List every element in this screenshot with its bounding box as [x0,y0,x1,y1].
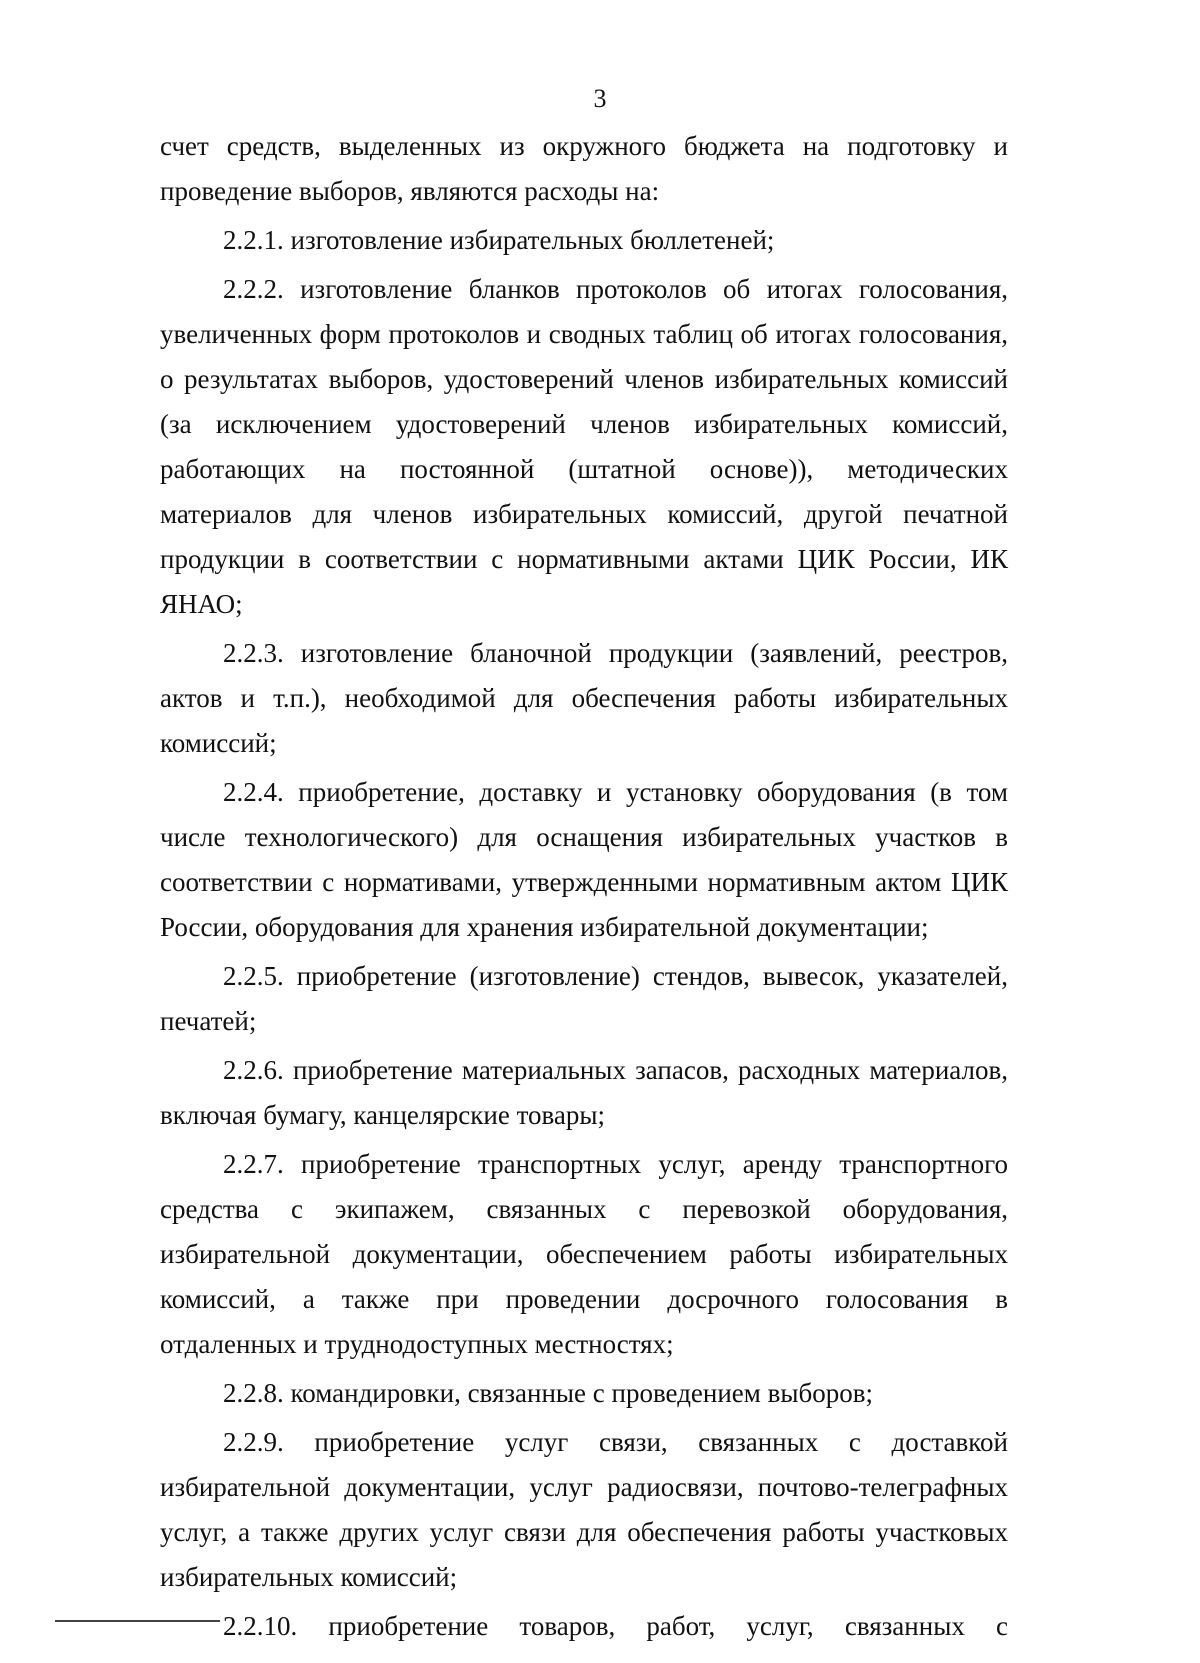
paragraph-2-2-8: 2.2.8. командировки, связанные с проведением выборов; [223,1378,874,1408]
paragraph-2-2-5: 2.2.5. приобретение (изготовление) стендов, вывесок, указателей, печатей; [160,961,1008,1036]
footnote-separator-line [55,1620,220,1622]
paragraph-2-2-3: 2.2.3. изготовление бланочной продукции (заявлений, реестров, актов и т.п.), необходимой для обеспечения работы избирательных комиссий; [160,638,1008,758]
paragraph-2-2-6: 2.2.6. приобретение материальных запасов, расходных материалов, включая бумагу, канцелярские товары; [160,1055,1008,1130]
paragraph-2-2-1: 2.2.1. изготовление избирательных бюллетеней; [223,225,775,255]
paragraph-2-2-4: 2.2.4. приобретение, доставку и установку оборудования (в том числе технологического) для оснащения избирательных участков в соответствии с нормативами, утвержденными нормативным актом ЦИК России, оборудования для хранения избирательной документации; [160,777,1008,942]
paragraph-intro: счет средств, выделенных из окружного бюджета на подготовку и проведение выборов, являются расходы на: [160,131,1008,206]
paragraph-2-2-9: 2.2.9. приобретение услуг связи, связанных с доставкой избирательной документации, услуг радиосвязи, почтово-телеграфных услуг, а также других услуг связи для обеспечения работы участковых избирательных комиссий; [160,1427,1008,1592]
paragraph-2-2-2: 2.2.2. изготовление бланков протоколов об итогах голосования, увеличенных форм протоколов и сводных таблиц об итогах голосования, о результатах выборов, удостоверений членов избирательных комиссий (за исключением удостоверений членов избирательных комиссий, работающих на постоянной (штатной основе)), методических материалов для членов избирательных комиссий, другой печатной продукции в соответствии с нормативными актами ЦИК России, ИК ЯНАО; [160,274,1008,619]
page-number: 3 [593,84,607,113]
paragraph-2-2-7: 2.2.7. приобретение транспортных услуг, аренду транспортного средства с экипажем, связанных с перевозкой оборудования, избирательной документации, обеспечением работы избирательных комиссий, а также при проведении досрочного голосования в отдаленных и труднодоступных местностях; [160,1149,1008,1359]
paragraph-2-2-10: 2.2.10. приобретение товаров, работ, услуг, связанных с [223,1611,1008,1641]
document-body [160,124,1008,1649]
